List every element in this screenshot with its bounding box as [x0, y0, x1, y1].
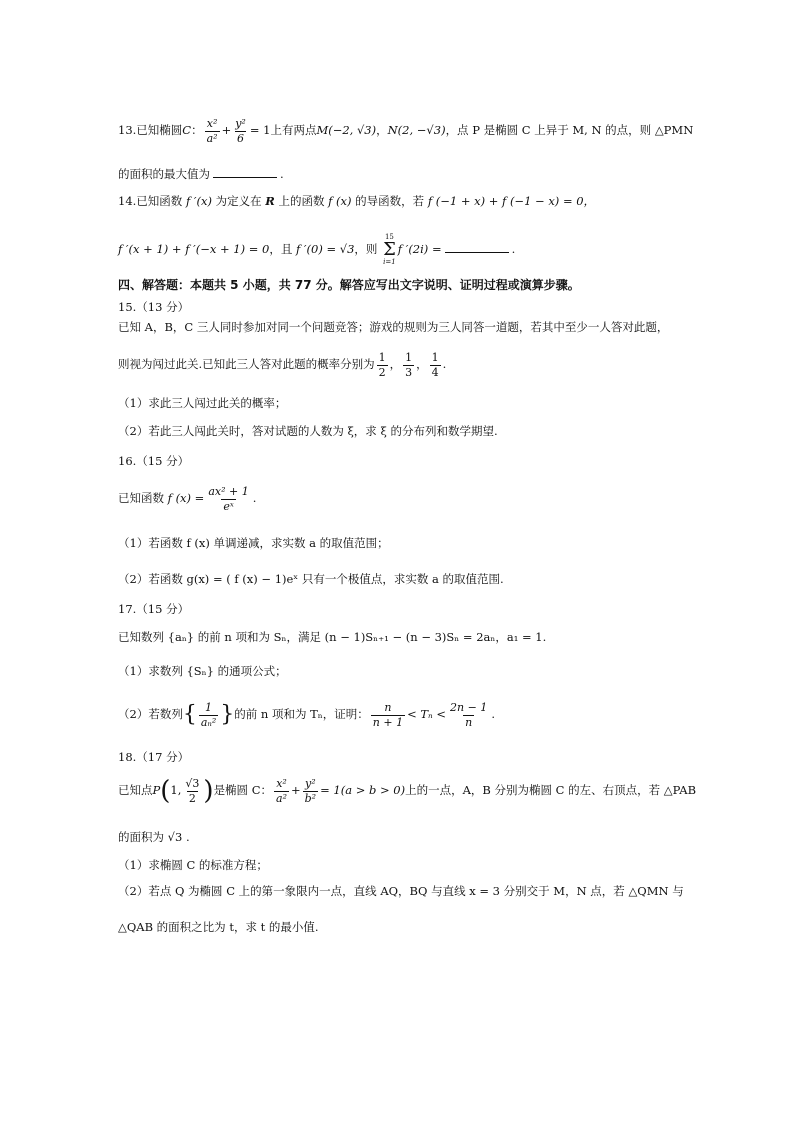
q18-frac-x [274, 778, 289, 804]
q14-sum-bottom: i=1 [383, 258, 396, 266]
left-brace: { [182, 702, 197, 728]
q13-point-m: M(−2, √3) [316, 123, 377, 138]
q15-frac-b [403, 352, 414, 378]
q14-fp: f ′(x) [185, 194, 212, 208]
q18-cond: = 1(a > b > 0) [320, 783, 406, 798]
q15-p2-text: 则视为闯过此关.已知此三人答对此题的概率分别为 [118, 357, 375, 372]
section-4-heading: 四、解答题：本题共 5 小题，共 77 分。解答应写出文字说明、证明过程或演算步骤。 [118, 278, 580, 292]
q13-comma: ， [376, 123, 388, 138]
q17-ln: n [384, 701, 392, 714]
q14-then: ，则 [354, 242, 378, 256]
q18-frac-y [303, 778, 318, 804]
q16-p1-text: 已知函数 [118, 491, 164, 506]
q17-mid: < Tₙ < [407, 707, 447, 722]
q15-f2n: 1 [405, 351, 413, 364]
q18-p2: 的面积为 √3 . [118, 830, 190, 844]
q13-point-n: N(2, −√3) [387, 123, 446, 138]
q16-frac [206, 486, 250, 512]
q13-tail: ，点 P 是椭圆 C 上异于 M, N 的点，则 △PMN [445, 123, 694, 138]
q13-prefix: 13.已知椭圆 [118, 123, 183, 138]
q13-eq: = 1 [249, 123, 271, 138]
q13-frac-y [233, 118, 248, 144]
q17-frac-left [371, 702, 405, 728]
q16-s2: （2）若函数 g(x) = ( f (x) − 1)eˣ 只有一个极值点，求实数 a 的取值范围. [118, 572, 504, 586]
q15-s2: （2）若此三人闯此关时，答对试题的人数为 ξ，求 ξ 的分布列和数学期望. [118, 424, 498, 438]
q16-head: 16.（15 分） [118, 454, 190, 468]
q15-frac-a [377, 352, 388, 378]
q14-sum-top: 15 [384, 233, 394, 241]
q14-line2 [118, 234, 694, 266]
q13-line1: 13.已知椭圆C： $\frac{\text{x²}}{\text{a²}}$ + $\frac{\text{y²}}{6}$ = 1上有两点M(−2, √3)，N(2, −√3)，点 P 是椭圆 C 上异于 M, N 的点，则 △PMN [118, 117, 694, 145]
q18-p1b: 是椭圆 C： [213, 783, 273, 798]
q17-s2num: 1 [205, 701, 213, 714]
q18-p1a: 已知点 [118, 783, 153, 798]
q18-frac-p [183, 778, 201, 804]
q18-b2: b² [304, 791, 317, 805]
q15-head: 15.（13 分） [118, 300, 190, 314]
q18-pn: √3 [185, 777, 200, 790]
q17-head: 17.（15 分） [118, 602, 190, 616]
q15-f3d: 4 [431, 365, 439, 379]
left-paren: ( [160, 776, 171, 807]
q13-y2: y² [235, 117, 246, 130]
q16-end: . [252, 491, 257, 506]
q15-p2 [118, 352, 694, 378]
q15-frac-c [430, 352, 441, 378]
q17-s2a: （2）若数列 [118, 707, 183, 722]
q14-line1 [118, 194, 694, 208]
q14-r: R [265, 194, 275, 208]
q16-fx: f (x) = [167, 491, 205, 506]
q18-a2: a² [276, 791, 287, 805]
q15-f1n: 1 [378, 351, 386, 364]
q17-ld: n + 1 [372, 715, 404, 729]
q14-cond2: f ′(x + 1) + f ′(−x + 1) = 0 [118, 242, 270, 256]
q17-frac-right [448, 702, 489, 728]
q16-p1 [118, 486, 694, 512]
q13-line2-text: 的面积的最大值为 [118, 167, 210, 181]
right-paren: ) [203, 776, 214, 807]
q14-c: 上的函数 [278, 194, 325, 208]
q15-sep1: ， [389, 357, 402, 372]
q18-s2: （2）若点 Q 为椭圆 C 上的第一象限内一点，直线 AQ，BQ 与直线 x = 3 分别交于 M，N 点，若 △QMN 与 [118, 884, 684, 898]
q18-s1: （1）求椭圆 C 的标准方程； [118, 858, 268, 872]
q13-six: 6 [237, 131, 245, 145]
q18-pd: 2 [188, 791, 196, 805]
q16-num: ax² + 1 [208, 485, 249, 498]
q14-answer-blank[interactable] [445, 241, 509, 253]
q13-line2 [118, 166, 694, 181]
q17-end: . [491, 707, 495, 722]
q18-s3: △QAB 的面积之比为 t，求 t 的最小值. [118, 920, 319, 934]
q18-head: 18.（17 分） [118, 750, 190, 764]
q13-answer-blank[interactable] [213, 166, 277, 178]
q15-s1: （1）求此三人闯过此关的概率； [118, 396, 287, 410]
q17-frac-inv [199, 702, 218, 728]
q13-period: . [280, 167, 284, 181]
q15-f3n: 1 [431, 351, 439, 364]
q16-s1: （1）若函数 f (x) 单调递减，求实数 a 的取值范围； [118, 536, 389, 550]
q17-s2den: aₙ² [200, 715, 217, 729]
q14-summation [383, 234, 396, 266]
q15-sep2: ， [416, 357, 428, 372]
q14-d: 的导函数，若 [355, 194, 425, 208]
q15-p1: 已知 A，B，C 三人同时参加对同一个问题竞答；游戏的规则为三人同答一道题，若其中至少一人答对此题， [118, 320, 669, 334]
q13-frac-x [205, 118, 220, 144]
q17-rn: 2n − 1 [450, 701, 488, 714]
q14-mid: ，且 [269, 242, 293, 256]
q15-f2d: 3 [405, 365, 413, 379]
q18-one: 1, [170, 783, 182, 798]
sigma-symbol: Σ [383, 239, 396, 260]
q13-mid: 上有两点 [270, 123, 317, 138]
q15-f1d: 2 [378, 365, 386, 379]
q14-period: . [511, 242, 516, 256]
q14-sum-body: f ′(2i) = [397, 242, 442, 256]
q17-s2b: 的前 n 项和为 Tₙ，证明： [234, 707, 369, 722]
q18-p1c: 上的一点，A，B 分别为椭圆 C 的左、右顶点，若 △PAB [405, 783, 697, 798]
q17-s1: （1）求数列 {Sₙ} 的通项公式； [118, 664, 287, 678]
right-brace: } [220, 702, 235, 728]
q16-den: eˣ [223, 499, 234, 513]
q14-cond3: f ′(0) = √3 [296, 242, 355, 256]
q17-s2 [118, 702, 694, 728]
q18-p: P [152, 783, 161, 798]
q14-cond1: f (−1 + x) + f (−1 − x) = 0， [427, 194, 596, 208]
q13-colon: ： [191, 123, 203, 138]
q18-y2: y² [305, 777, 316, 790]
q17-rd: n [465, 715, 473, 729]
q17-p1: 已知数列 {aₙ} 的前 n 项和为 Sₙ，满足 (n − 1)Sₙ₊₁ − (n − 3)Sₙ = 2aₙ，a₁ = 1. [118, 630, 547, 644]
q18-p1: 已知点P(1, $\frac{√3}{2}$ )是椭圆 C： $\frac{\text{x²}}{\text{a²}}$ + $\frac{\text{y²}}{\text{b²}}$ = 1(a > b > 0)上的一点，A，B 分别为椭圆 C 的左、右顶点，若 △PAB [118, 776, 697, 807]
q18-x2: x² [276, 777, 287, 790]
q14-a: 14.已知函数 [118, 194, 183, 208]
q13-c: C [182, 123, 192, 138]
q15-end: . [442, 357, 447, 372]
q14-b: 为定义在 [215, 194, 262, 208]
q14-f: f (x) [328, 194, 352, 208]
q13-x2: x² [206, 117, 218, 130]
q13-a2: a² [206, 131, 218, 145]
